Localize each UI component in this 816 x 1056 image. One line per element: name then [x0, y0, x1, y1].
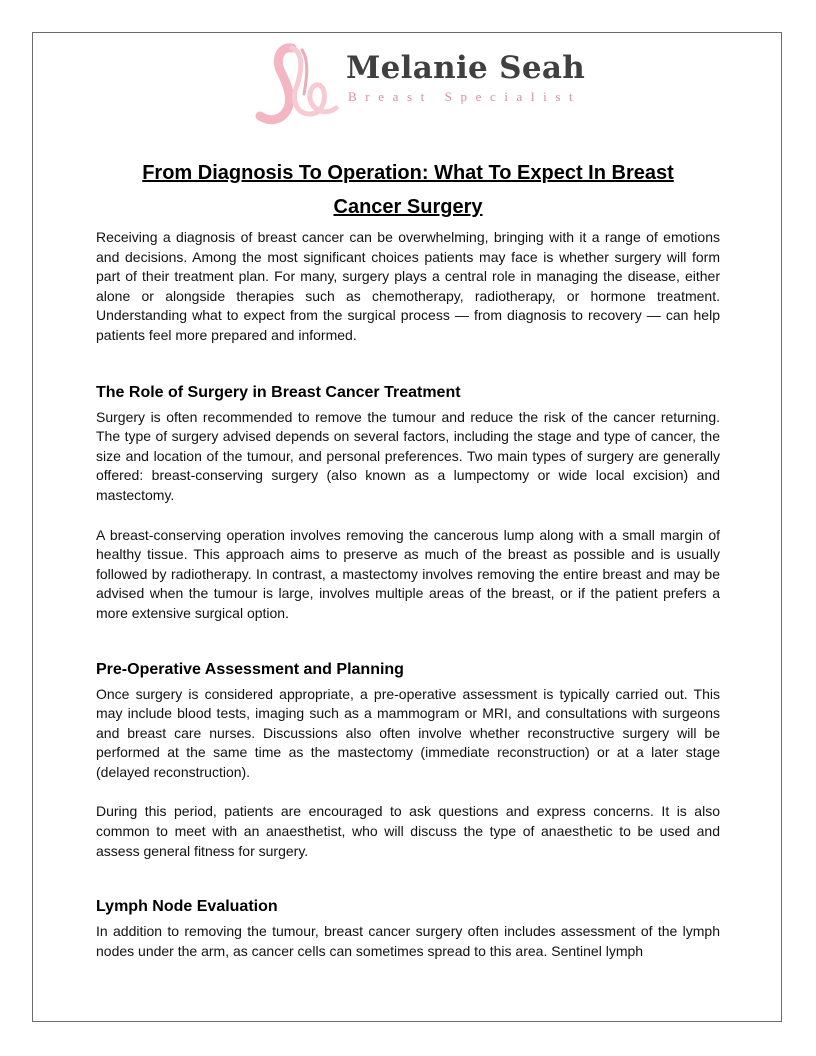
- section-heading-role-of-surgery: The Role of Surgery in Breast Cancer Treatment: [96, 383, 461, 401]
- brand-logo: [252, 42, 586, 127]
- intro-paragraph: Receiving a diagnosis of breast cancer can be overwhelming, bringing with it a range of emotions and decisions. Among the most significant choices patients may face is whether surgery will form part of their treatment plan. For many, surgery plays a central role in managing the disease, either alone or alongside therapies such as chemotherapy, radiotherapy, or hormone treatment. Understanding what to expect from the surgical process — from diagnosis to recovery — can help patients feel more prepared and informed.: [96, 229, 720, 343]
- section-paragraph: In addition to removing the tumour, breast cancer surgery often includes assessment of the lymph nodes under the arm, as cancer cells can sometimes spread to this area. Sentinel lymph: [96, 923, 720, 959]
- brand-tagline: Breast Specialist: [348, 89, 582, 104]
- section-paragraph: Once surgery is considered appropriate, a pre-operative assessment is typically carried out. This may include blood tests, imaging such as a mammogram or MRI, and consultations with surgeons and breast care nurses. Discussions also often involve whether reconstructive surgery will be performed at the same time as the mastectomy (immediate reconstruction) or at a later stage (delayed reconstruction).: [96, 685, 720, 780]
- article: [96, 156, 720, 961]
- section-paragraph: A breast-conserving operation involves removing the cancerous lump along with a small margin of healthy tissue. This approach aims to preserve as much of the breast as possible and is usually followed by radiotherapy. In contrast, a mastectomy involves removing the entire breast and may be advised when the tumour is large, involves multiple areas of the breast, or if the patient prefers a more extensive surgical option.: [96, 526, 720, 621]
- article-title: From Diagnosis To Operation: What To Expect In Breast Cancer Surgery: [142, 162, 674, 218]
- section-paragraph: Surgery is often recommended to remove the tumour and reduce the risk of the cancer returning. The type of surgery advised depends on several factors, including the stage and type of cancer, the size and location of the tumour, and personal preferences. Two main types of surgery are generally offered: breast-conserving surgery (also known as a lumpectomy or wide local excision) and mastectomy.: [96, 408, 720, 503]
- section-heading-lymph-node: Lymph Node Evaluation: [96, 898, 278, 916]
- ribbon-logo-icon: [252, 42, 342, 127]
- section-heading-pre-operative: Pre-Operative Assessment and Planning: [96, 660, 404, 678]
- section-paragraph: During this period, patients are encouraged to ask questions and express concerns. It is also common to meet with an anaesthetist, who will discuss the type of anaesthetic to be used and assess general fitness for surgery.: [96, 803, 720, 859]
- brand-name: Melanie Seah: [346, 50, 586, 86]
